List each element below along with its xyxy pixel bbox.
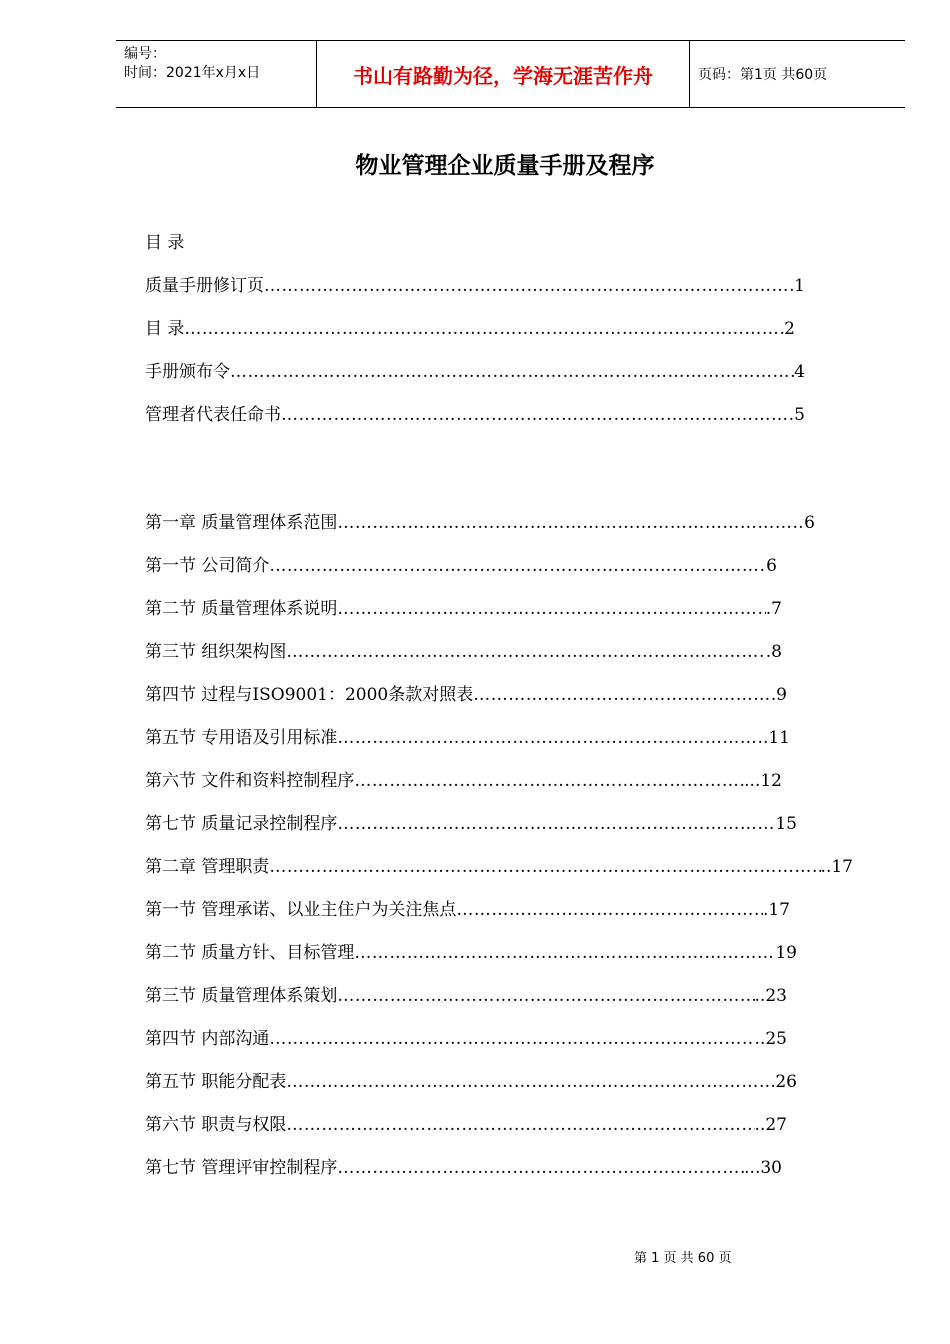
document-title: 物业管理企业质量手册及程序 (355, 153, 655, 179)
toc-entry-label: 第六节 职责与权限 (145, 1115, 287, 1135)
toc-entry[interactable] (145, 1071, 797, 1114)
toc-entry-page: .7 (765, 599, 782, 619)
toc-leader-dots (286, 1071, 775, 1093)
toc-entry-page: 5 (794, 405, 805, 425)
table-of-contents (145, 232, 865, 1200)
toc-entry-page: .8 (765, 642, 782, 662)
toc-entry-page: 6 (804, 513, 815, 533)
toc-spacer (145, 447, 865, 512)
toc-entry-page: 6 (766, 556, 777, 576)
toc-entry-label: 第四节 内部沟通 (145, 1029, 270, 1049)
toc-entry-page: ..17 (820, 857, 853, 877)
toc-entry[interactable] (145, 813, 797, 856)
toc-entry-label: 第六节 文件和资料控制程序 (145, 771, 355, 791)
toc-entry-label: 第一节 公司简介 (145, 556, 270, 576)
toc-leader-dots (264, 275, 794, 297)
toc-leader-dots (286, 641, 765, 663)
document-time-label: 时间：2021年x月x日 (124, 65, 261, 81)
toc-entry[interactable] (145, 770, 782, 813)
page-footer: 第 1 页 共 60 页 (634, 1251, 732, 1266)
toc-entry-page: ...30 (744, 1158, 782, 1178)
toc-entry[interactable] (145, 942, 797, 985)
toc-entry[interactable] (145, 555, 777, 598)
toc-entry[interactable] (145, 512, 815, 555)
toc-leader-dots (354, 942, 775, 964)
toc-entry-page: .17 (762, 900, 790, 920)
toc-entry-label: 第三节 组织架构图 (145, 642, 287, 662)
header-page-info: 页码：第1页 共60页 (698, 67, 828, 83)
toc-entry[interactable] (145, 899, 790, 942)
toc-entry-label: 管理者代表任命书 (145, 405, 281, 425)
toc-entry-label: 第四节 过程与ISO9001：2000条款对照表 (145, 685, 474, 705)
toc-leader-dots (269, 555, 766, 577)
toc-entry[interactable] (145, 985, 787, 1028)
toc-entry-page: 2 (784, 319, 795, 339)
toc-entry[interactable] (145, 1028, 787, 1071)
toc-leader-dots (230, 361, 794, 383)
toc-entry[interactable] (145, 856, 853, 899)
toc-leader-dots (473, 684, 776, 706)
toc-entry-label: 第五节 专用语及引用标准 (145, 728, 338, 748)
toc-leader-dots (337, 985, 754, 1007)
toc-entry-label: 第二节 质量方针、目标管理 (145, 943, 355, 963)
toc-entry-label: 手册颁布令 (145, 362, 230, 382)
toc-leader-dots (337, 512, 804, 534)
toc-entry[interactable] (145, 684, 787, 727)
toc-leader-dots (337, 598, 765, 620)
toc-entry-label: 第七节 质量记录控制程序 (145, 814, 338, 834)
toc-entry-label: 第二节 质量管理体系说明 (145, 599, 338, 619)
toc-leader-dots (337, 727, 763, 749)
toc-entry-label: 第一章 质量管理体系范围 (145, 513, 338, 533)
toc-entry-page: 15 (775, 814, 797, 834)
toc-entry-page: 4 (794, 362, 805, 382)
toc-entry[interactable] (145, 404, 805, 447)
toc-entry-page: ...12 (744, 771, 782, 791)
toc-heading: 目 录 (145, 233, 185, 253)
toc-entry-page: ..25 (754, 1029, 787, 1049)
toc-leader-dots (337, 813, 775, 835)
toc-entry-page: ..23 (754, 986, 787, 1006)
toc-leader-dots (337, 1157, 744, 1179)
toc-leader-dots (286, 1114, 754, 1136)
toc-entry[interactable] (145, 318, 795, 361)
toc-entry-label: 第三节 质量管理体系策划 (145, 986, 338, 1006)
toc-leader-dots (184, 318, 784, 340)
toc-entry[interactable] (145, 275, 805, 318)
toc-entry[interactable] (145, 361, 805, 404)
document-number-label: 编号： (124, 46, 166, 62)
toc-entry-page: .11 (762, 728, 790, 748)
toc-entry-label: 目 录 (145, 319, 185, 339)
toc-entry-label: 第五节 职能分配表 (145, 1072, 287, 1092)
toc-leader-dots (269, 856, 820, 878)
toc-entry-page: ..27 (754, 1115, 787, 1135)
toc-entry[interactable] (145, 598, 782, 641)
toc-entry-label: 第二章 管理职责 (145, 857, 270, 877)
toc-entry[interactable] (145, 1114, 787, 1157)
toc-entry-page: 9 (776, 685, 787, 705)
toc-leader-dots (456, 899, 763, 921)
toc-leader-dots (269, 1028, 754, 1050)
toc-entry-page: 1 (794, 276, 805, 296)
toc-entry[interactable] (145, 1157, 782, 1200)
toc-entry-label: 第七节 管理评审控制程序 (145, 1158, 338, 1178)
toc-leader-dots (281, 404, 794, 426)
toc-entry-page: 19 (775, 943, 797, 963)
page-header (116, 40, 905, 108)
toc-entry-label: 质量手册修订页 (145, 276, 264, 296)
toc-entry[interactable] (145, 727, 790, 770)
header-left-cell (116, 41, 316, 107)
toc-entry[interactable] (145, 641, 782, 684)
toc-entry-page: 26 (775, 1072, 797, 1092)
toc-leader-dots (354, 770, 744, 792)
toc-entry-label: 第一节 管理承诺、以业主住户为关注焦点 (145, 900, 457, 920)
header-motto: 书山有路勤为径，学海无涯苦作舟 (316, 41, 690, 107)
